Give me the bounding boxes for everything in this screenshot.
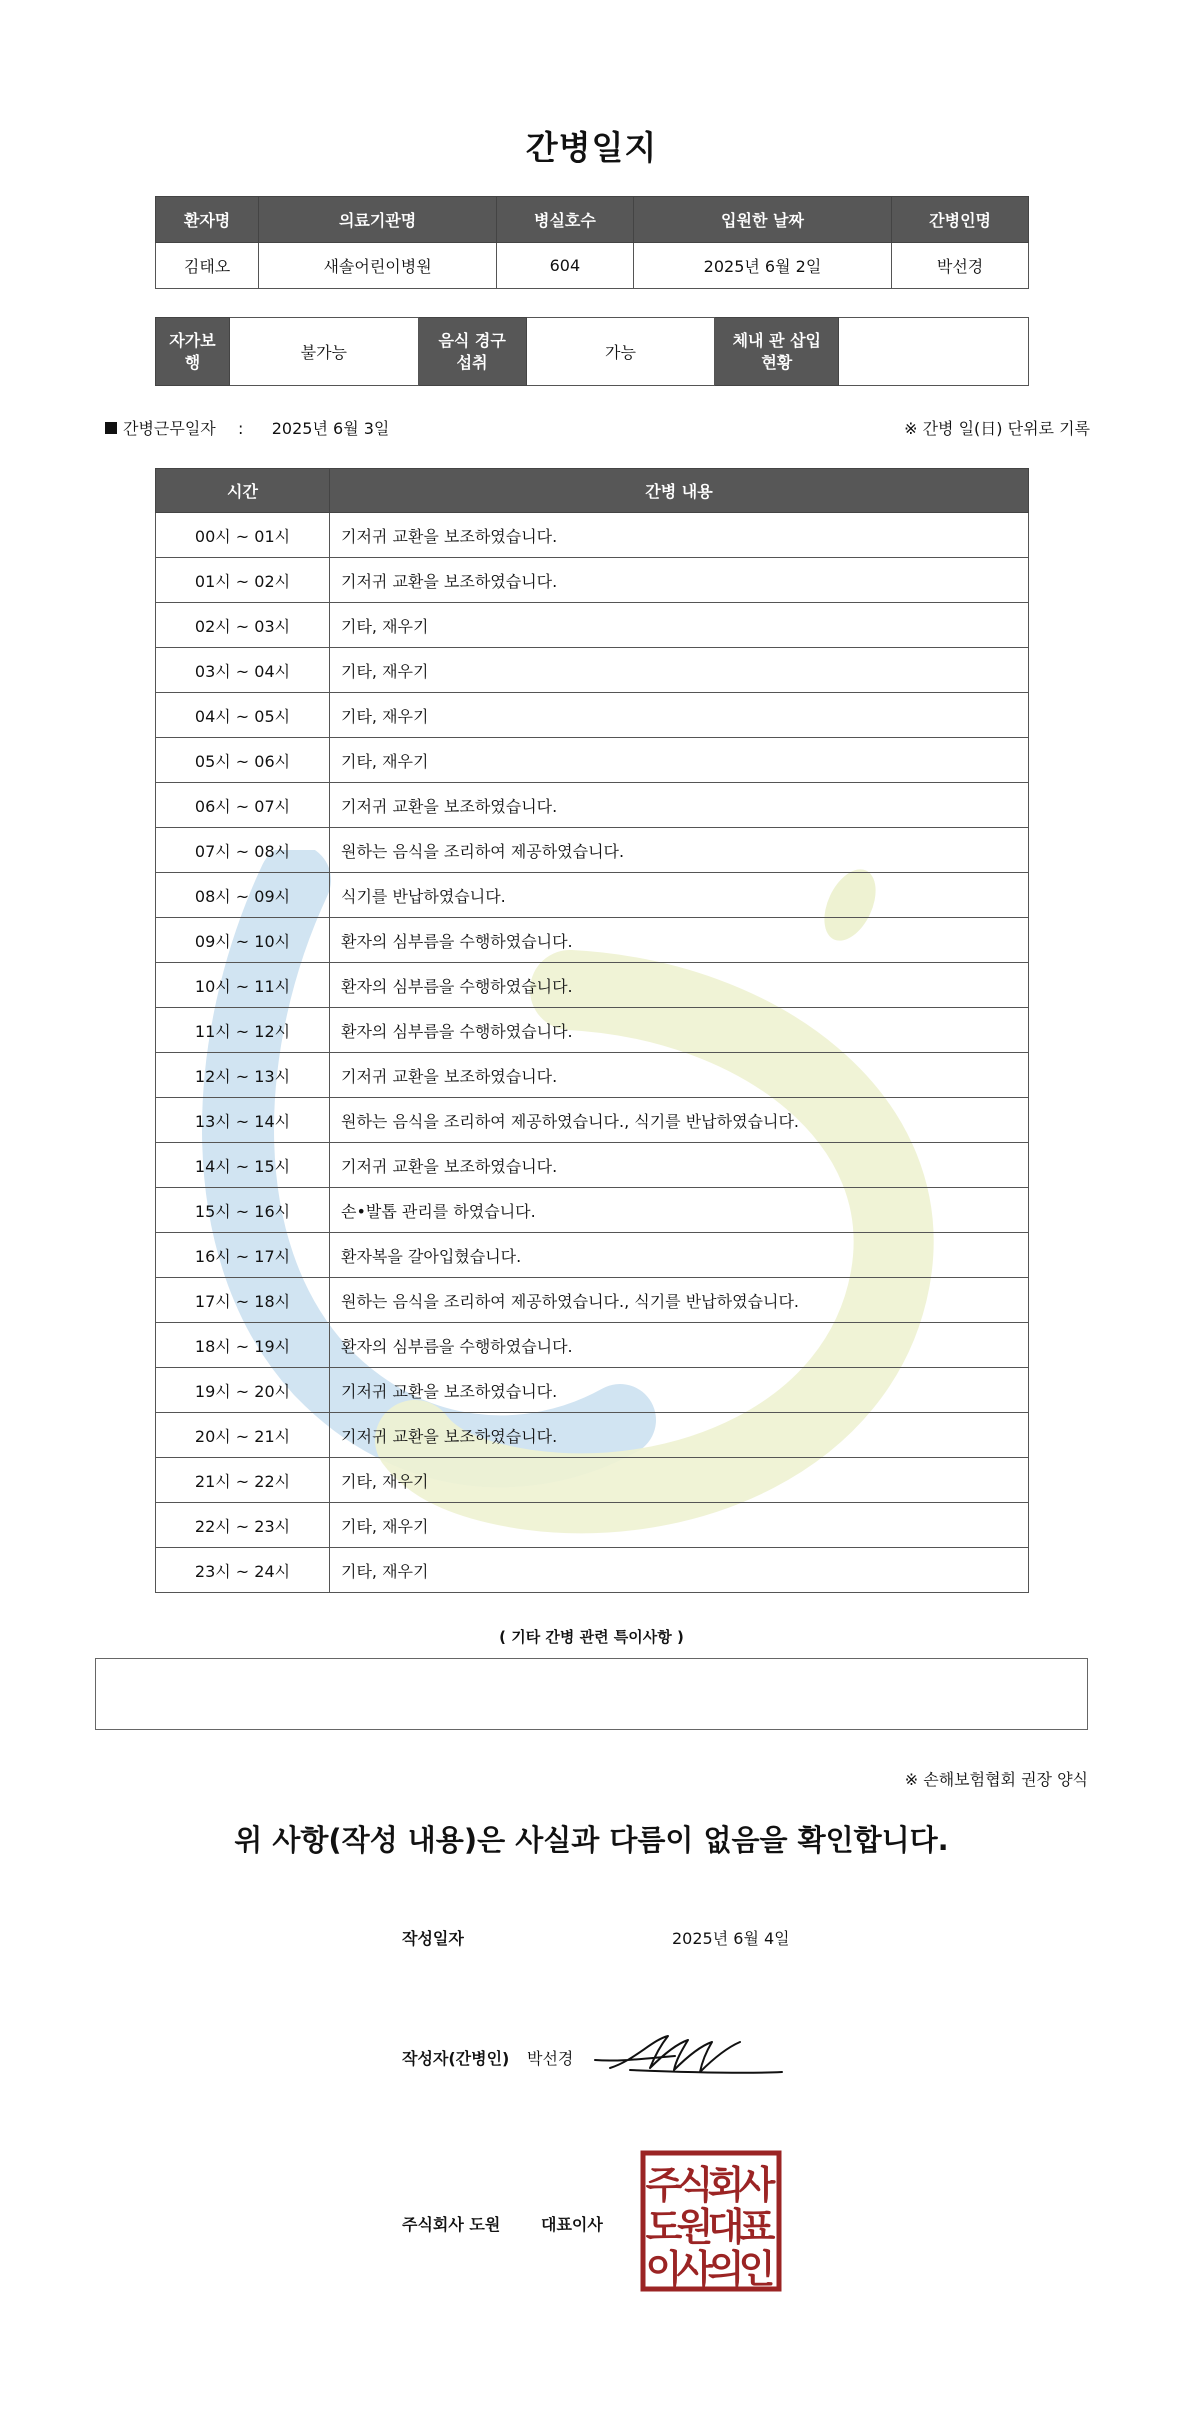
row-time: 05시 ~ 06시 bbox=[156, 738, 330, 783]
row-time: 22시 ~ 23시 bbox=[156, 1503, 330, 1548]
writer-value: 박선경 bbox=[527, 2049, 574, 2068]
row-content: 기타, 재우기 bbox=[330, 738, 1029, 783]
patient-status-table bbox=[155, 317, 1029, 386]
svg-text:표: 표 bbox=[738, 2205, 776, 2249]
self-walk-label: 자가보 행 bbox=[156, 318, 230, 386]
table-row bbox=[156, 1503, 1029, 1548]
header-room-number: 병실호수 bbox=[496, 197, 633, 243]
work-date-value: 2025년 6월 3일 bbox=[271, 419, 390, 438]
table-row bbox=[156, 513, 1029, 558]
oral-intake-label: 음식 경구 섭취 bbox=[418, 318, 526, 386]
svg-text:인: 인 bbox=[738, 2247, 776, 2291]
form-recommendation-note: ※ 손해보험협회 권장 양식 bbox=[904, 1770, 1088, 1789]
admission-date: 2025년 6월 2일 bbox=[633, 243, 891, 289]
self-walk-value: 불가능 bbox=[229, 318, 418, 386]
row-time: 10시 ~ 11시 bbox=[156, 963, 330, 1008]
row-time: 19시 ~ 20시 bbox=[156, 1368, 330, 1413]
table-row bbox=[156, 873, 1029, 918]
daily-record-note: ※ 간병 일(日) 단위로 기록 bbox=[904, 419, 1090, 438]
row-content: 기저귀 교환을 보조하였습니다. bbox=[330, 513, 1029, 558]
row-content: 기저귀 교환을 보조하였습니다. bbox=[330, 558, 1029, 603]
table-row bbox=[156, 1008, 1029, 1053]
tube-label: 체내 관 삽입 현황 bbox=[715, 318, 839, 386]
table-row bbox=[156, 1098, 1029, 1143]
row-content: 기타, 재우기 bbox=[330, 1548, 1029, 1593]
company-label: 주식회사 도원 bbox=[402, 2215, 501, 2234]
row-content: 기저귀 교환을 보조하였습니다. bbox=[330, 1413, 1029, 1458]
table-row bbox=[156, 1143, 1029, 1188]
square-bullet-icon bbox=[105, 422, 117, 434]
table-row bbox=[156, 648, 1029, 693]
table-row bbox=[156, 828, 1029, 873]
header-time: 시간 bbox=[156, 469, 330, 513]
caregiver-name: 박선경 bbox=[892, 243, 1029, 289]
row-time: 20시 ~ 21시 bbox=[156, 1413, 330, 1458]
oral-intake-value: 가능 bbox=[526, 318, 715, 386]
svg-text:도: 도 bbox=[645, 2205, 683, 2249]
header-admission-date: 입원한 날짜 bbox=[633, 197, 891, 243]
table-row bbox=[156, 558, 1029, 603]
care-log-table bbox=[155, 468, 1029, 1593]
row-content: 원하는 음식을 조리하여 제공하였습니다. bbox=[330, 828, 1029, 873]
row-content: 손•발톱 관리를 하였습니다. bbox=[330, 1188, 1029, 1233]
row-time: 23시 ~ 24시 bbox=[156, 1548, 330, 1593]
row-time: 02시 ~ 03시 bbox=[156, 603, 330, 648]
header-patient-name: 환자명 bbox=[156, 197, 259, 243]
row-time: 13시 ~ 14시 bbox=[156, 1098, 330, 1143]
header-care-content: 간병 내용 bbox=[330, 469, 1029, 513]
svg-text:사: 사 bbox=[738, 2163, 776, 2207]
header-hospital-name: 의료기관명 bbox=[259, 197, 497, 243]
row-time: 14시 ~ 15시 bbox=[156, 1143, 330, 1188]
row-content: 환자복을 갈아입혔습니다. bbox=[330, 1233, 1029, 1278]
writer-label: 작성자(간병인) bbox=[402, 2049, 510, 2068]
table-row bbox=[156, 918, 1029, 963]
table-row bbox=[156, 1323, 1029, 1368]
table-row bbox=[156, 1458, 1029, 1503]
row-time: 17시 ~ 18시 bbox=[156, 1278, 330, 1323]
tube-value bbox=[839, 318, 1029, 386]
row-time: 18시 ~ 19시 bbox=[156, 1323, 330, 1368]
table-row bbox=[156, 1233, 1029, 1278]
patient-name: 김태오 bbox=[156, 243, 259, 289]
document-title: 간병일지 bbox=[525, 128, 658, 167]
row-time: 08시 ~ 09시 bbox=[156, 873, 330, 918]
svg-text:사: 사 bbox=[676, 2247, 714, 2291]
row-time: 06시 ~ 07시 bbox=[156, 783, 330, 828]
table-row bbox=[156, 1413, 1029, 1458]
row-content: 환자의 심부름을 수행하였습니다. bbox=[330, 963, 1029, 1008]
hospital-name: 새솔어린이병원 bbox=[259, 243, 497, 289]
table-row bbox=[156, 963, 1029, 1008]
row-time: 07시 ~ 08시 bbox=[156, 828, 330, 873]
work-date-row bbox=[105, 416, 1090, 439]
other-notes-box bbox=[95, 1658, 1088, 1730]
table-row bbox=[156, 1278, 1029, 1323]
confirmation-statement: 위 사항(작성 내용)은 사실과 다름이 없음을 확인합니다. bbox=[234, 1823, 949, 1857]
row-content: 환자의 심부름을 수행하였습니다. bbox=[330, 1323, 1029, 1368]
signing-date-value: 2025년 6월 4일 bbox=[672, 1929, 790, 1948]
row-content: 기타, 재우기 bbox=[330, 648, 1029, 693]
row-content: 환자의 심부름을 수행하였습니다. bbox=[330, 918, 1029, 963]
svg-text:대: 대 bbox=[707, 2205, 745, 2249]
signing-date-label: 작성일자 bbox=[402, 1929, 464, 1948]
row-time: 01시 ~ 02시 bbox=[156, 558, 330, 603]
svg-text:주: 주 bbox=[645, 2163, 683, 2207]
row-content: 기저귀 교환을 보조하였습니다. bbox=[330, 1053, 1029, 1098]
svg-text:회: 회 bbox=[707, 2163, 745, 2207]
table-row bbox=[156, 1368, 1029, 1413]
care-log-body bbox=[156, 513, 1029, 1593]
table-row bbox=[156, 1548, 1029, 1593]
row-content: 환자의 심부름을 수행하였습니다. bbox=[330, 1008, 1029, 1053]
work-date-label: 간병근무일자 bbox=[123, 419, 216, 438]
patient-info-table bbox=[155, 196, 1029, 289]
row-time: 12시 ~ 13시 bbox=[156, 1053, 330, 1098]
header-caregiver-name: 간병인명 bbox=[892, 197, 1029, 243]
row-time: 15시 ~ 16시 bbox=[156, 1188, 330, 1233]
table-row bbox=[156, 693, 1029, 738]
table-row bbox=[156, 1188, 1029, 1233]
handwritten-signature bbox=[590, 2030, 785, 2080]
row-time: 21시 ~ 22시 bbox=[156, 1458, 330, 1503]
row-time: 16시 ~ 17시 bbox=[156, 1233, 330, 1278]
row-content: 기타, 재우기 bbox=[330, 1503, 1029, 1548]
row-time: 09시 ~ 10시 bbox=[156, 918, 330, 963]
row-content: 기타, 재우기 bbox=[330, 693, 1029, 738]
svg-text:식: 식 bbox=[676, 2163, 714, 2207]
table-row bbox=[156, 603, 1029, 648]
row-content: 기저귀 교환을 보조하였습니다. bbox=[330, 783, 1029, 828]
svg-text:이: 이 bbox=[645, 2247, 683, 2291]
svg-text:의: 의 bbox=[707, 2247, 745, 2291]
svg-text:원: 원 bbox=[676, 2205, 714, 2249]
row-content: 기타, 재우기 bbox=[330, 603, 1029, 648]
row-content: 기저귀 교환을 보조하였습니다. bbox=[330, 1368, 1029, 1413]
table-row bbox=[156, 1053, 1029, 1098]
row-content: 식기를 반납하였습니다. bbox=[330, 873, 1029, 918]
table-row bbox=[156, 738, 1029, 783]
row-time: 00시 ~ 01시 bbox=[156, 513, 330, 558]
company-seal-stamp bbox=[640, 2150, 782, 2292]
room-number: 604 bbox=[496, 243, 633, 289]
row-content: 기타, 재우기 bbox=[330, 1458, 1029, 1503]
row-content: 원하는 음식을 조리하여 제공하였습니다., 식기를 반납하였습니다. bbox=[330, 1098, 1029, 1143]
table-row bbox=[156, 783, 1029, 828]
work-date-colon: : bbox=[238, 419, 244, 438]
row-content: 원하는 음식을 조리하여 제공하였습니다., 식기를 반납하였습니다. bbox=[330, 1278, 1029, 1323]
row-content: 기저귀 교환을 보조하였습니다. bbox=[330, 1143, 1029, 1188]
row-time: 03시 ~ 04시 bbox=[156, 648, 330, 693]
row-time: 11시 ~ 12시 bbox=[156, 1008, 330, 1053]
other-notes-label: ( 기타 간병 관련 특이사항 ) bbox=[499, 1628, 684, 1646]
ceo-label: 대표이사 bbox=[541, 2215, 603, 2234]
row-time: 04시 ~ 05시 bbox=[156, 693, 330, 738]
